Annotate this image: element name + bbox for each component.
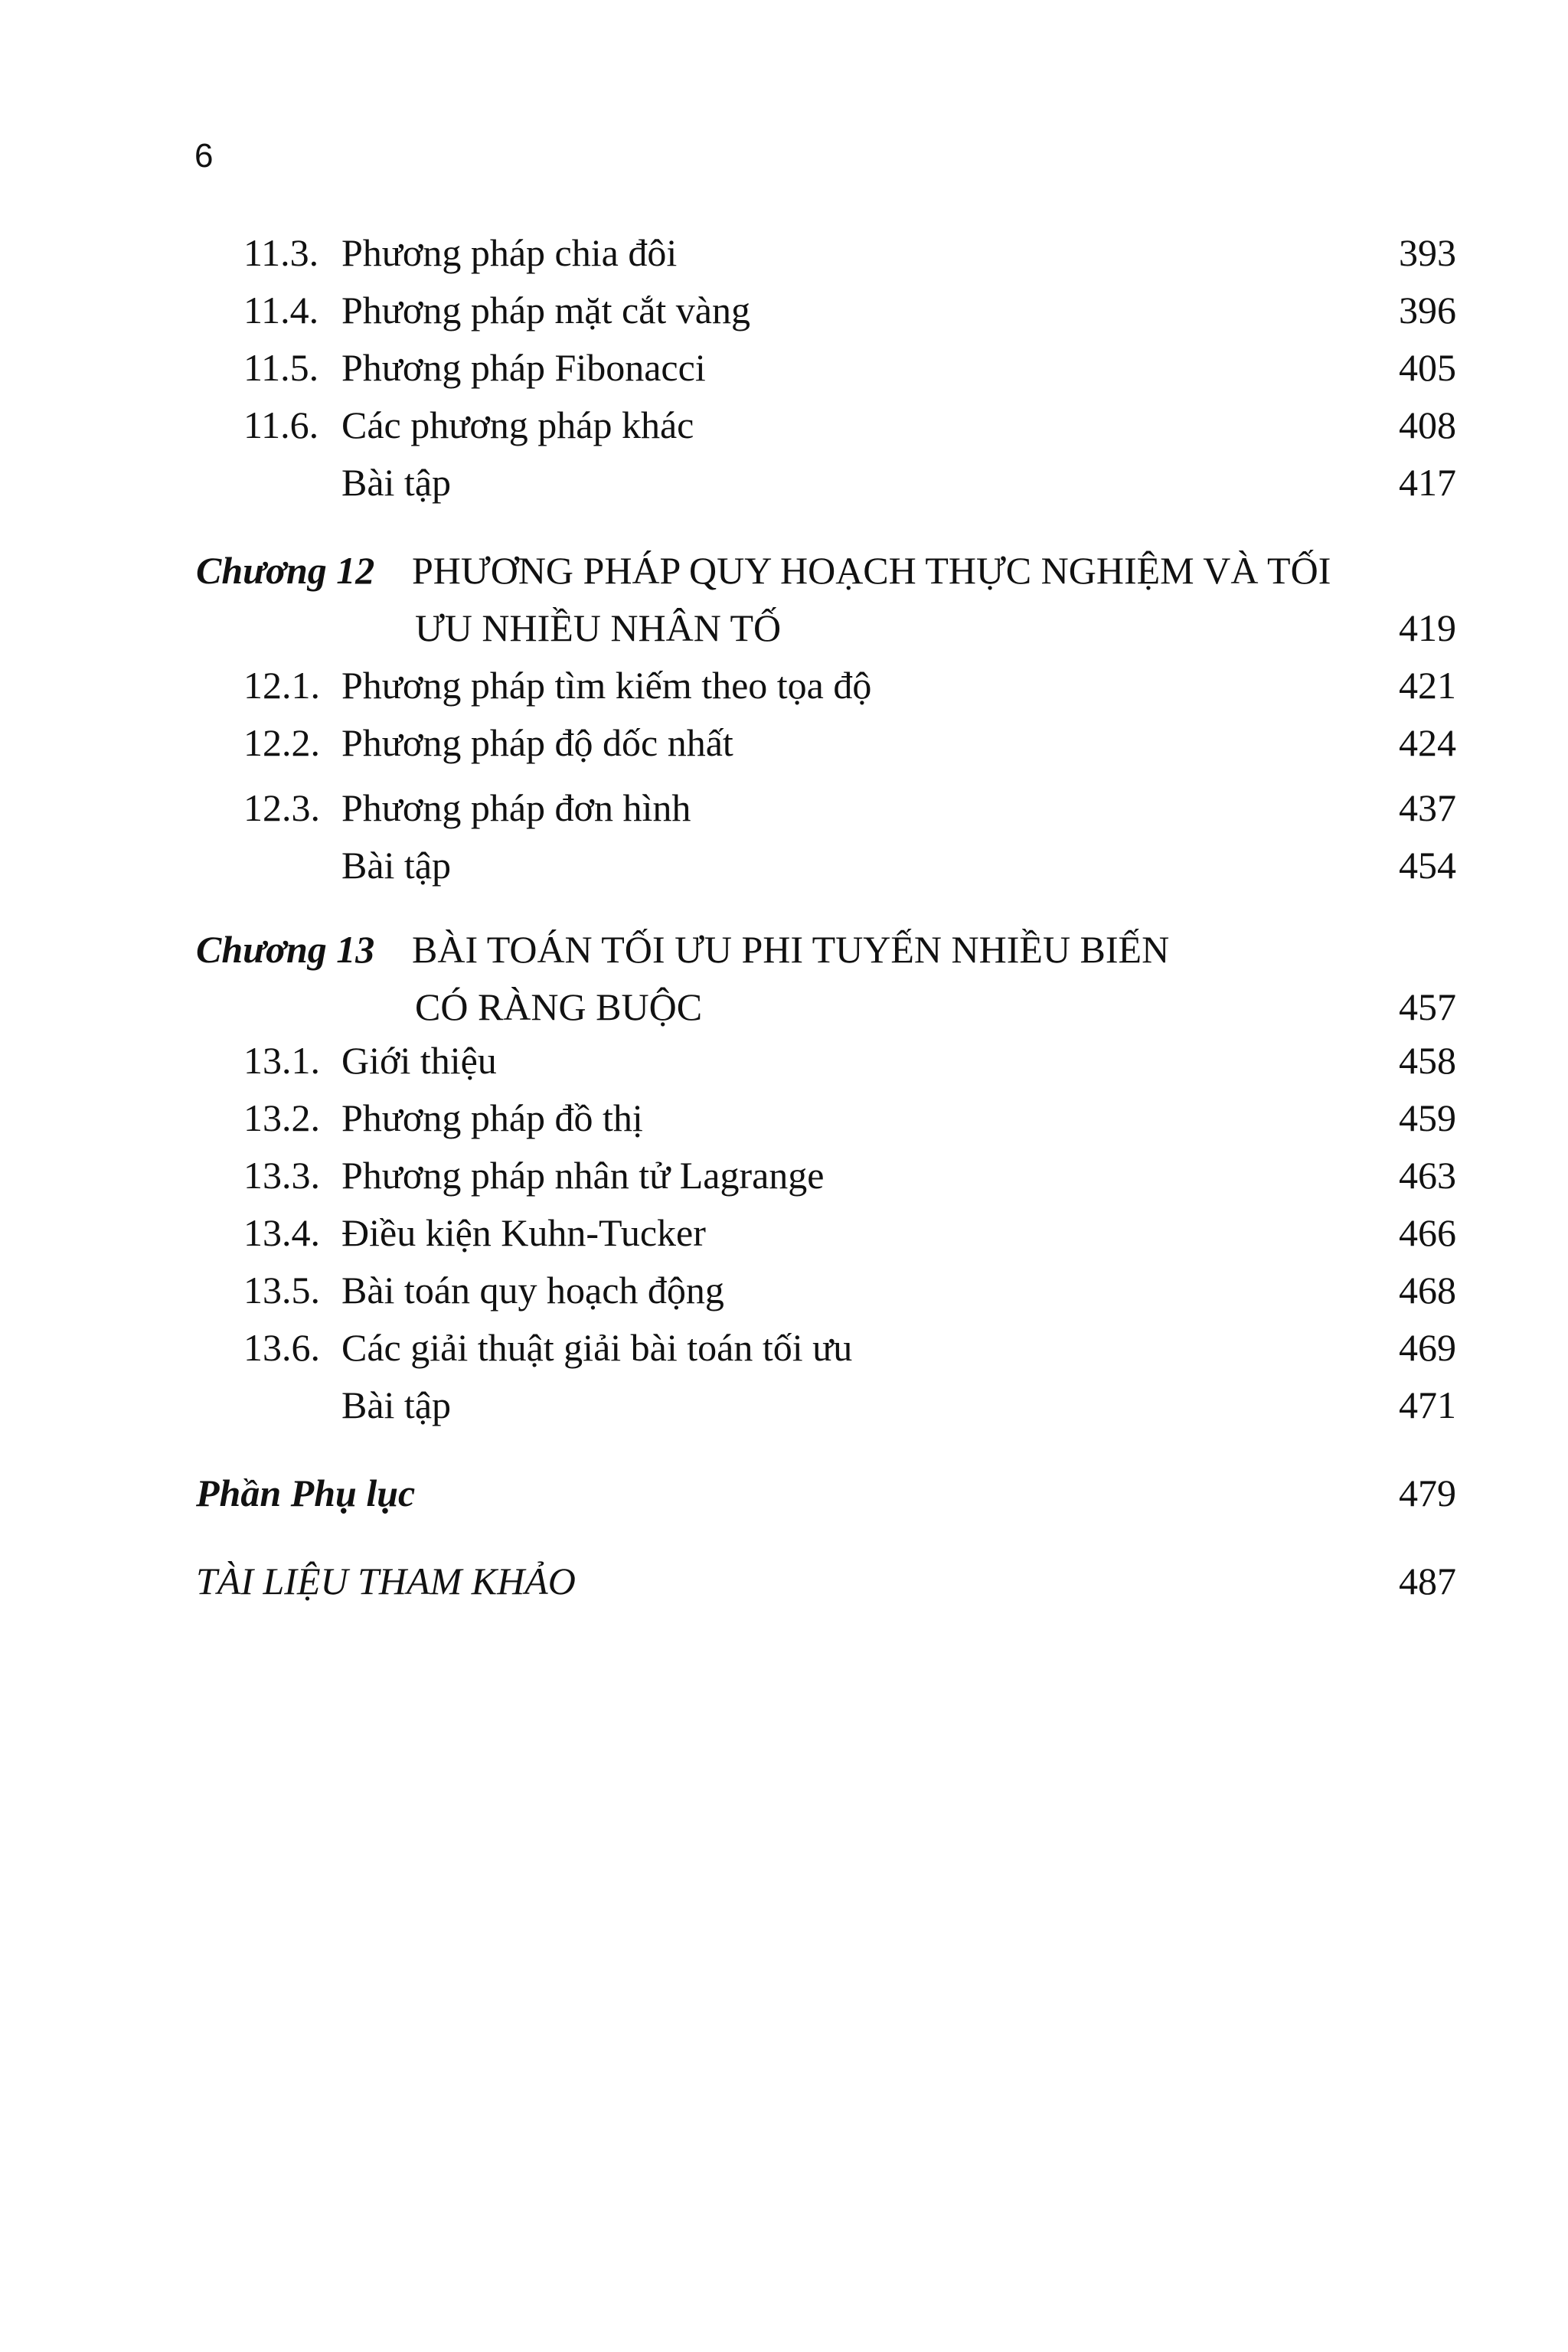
toc-entry-page: 405 xyxy=(1399,346,1456,389)
chapter-title: PHƯƠNG PHÁP QUY HOẠCH THỰC NGHIỆM VÀ TỐI xyxy=(412,549,1331,592)
toc-entry-number: 13.1. xyxy=(243,1039,320,1082)
toc-entry-page: 393 xyxy=(1399,231,1456,274)
references-entry xyxy=(0,1558,1568,1604)
toc-entry xyxy=(0,345,1568,390)
references-page: 487 xyxy=(1399,1560,1456,1602)
toc-entry-page: 408 xyxy=(1399,403,1456,446)
chapter-title-cont: CÓ RÀNG BUỘC xyxy=(415,985,703,1028)
toc-entry xyxy=(0,720,1568,766)
toc-entry-page: 471 xyxy=(1399,1383,1456,1426)
toc-entry-number: 11.4. xyxy=(243,289,319,332)
toc-entry-page: 459 xyxy=(1399,1096,1456,1139)
chapter-page: 457 xyxy=(1399,985,1456,1028)
toc-entry-page: 469 xyxy=(1399,1326,1456,1369)
toc-entry xyxy=(0,1152,1568,1198)
toc-entry-page: 417 xyxy=(1399,461,1456,504)
references-title: TÀI LIỆU THAM KHẢO xyxy=(196,1560,576,1602)
chapter-label: Chương 12 xyxy=(196,549,375,592)
chapter-title-cont: ƯU NHIỀU NHÂN TỐ xyxy=(415,606,782,649)
toc-entry xyxy=(0,1095,1568,1141)
toc-entry xyxy=(0,1210,1568,1256)
appendix-entry xyxy=(0,1470,1568,1516)
toc-entry-exercises xyxy=(0,1382,1568,1428)
toc-entry-page: 463 xyxy=(1399,1154,1456,1197)
chapter-heading-cont xyxy=(0,605,1568,651)
toc-entry-title: Các phương pháp khác xyxy=(341,403,694,446)
toc-entry-number: 13.2. xyxy=(243,1096,320,1139)
toc-entry-page: 468 xyxy=(1399,1269,1456,1312)
chapter-title: BÀI TOÁN TỐI ƯU PHI TUYẾN NHIỀU BIẾN xyxy=(412,928,1170,971)
chapter-page: 419 xyxy=(1399,606,1456,649)
toc-entry-title: Bài tập xyxy=(341,844,452,887)
toc-entry xyxy=(0,1037,1568,1083)
toc-entry-page: 466 xyxy=(1399,1211,1456,1254)
toc-entry-number: 12.1. xyxy=(243,664,320,707)
toc-entry-page: 424 xyxy=(1399,721,1456,764)
toc-entry-number: 12.2. xyxy=(243,721,320,764)
toc-entry-title: Phương pháp nhân tử Lagrange xyxy=(341,1154,825,1197)
toc-entry-page: 458 xyxy=(1399,1039,1456,1082)
toc-entry-number: 13.6. xyxy=(243,1326,320,1369)
toc-entry xyxy=(0,1267,1568,1313)
toc-entry-exercises xyxy=(0,459,1568,505)
toc-entry-title: Phương pháp đơn hình xyxy=(341,786,691,829)
toc-entry-title: Bài toán quy hoạch động xyxy=(341,1269,724,1312)
page-number: 6 xyxy=(194,137,214,175)
toc-entry-number: 13.5. xyxy=(243,1269,320,1312)
toc-entry-title: Điều kiện Kuhn-Tucker xyxy=(341,1211,706,1254)
chapter-heading xyxy=(0,547,1568,593)
chapter-label: Chương 13 xyxy=(196,928,375,971)
toc-entry-title: Bài tập xyxy=(341,461,452,504)
toc-entry-number: 13.4. xyxy=(243,1211,320,1254)
toc-entry-page: 437 xyxy=(1399,786,1456,829)
toc-entry-number: 13.3. xyxy=(243,1154,320,1197)
toc-entry-page: 454 xyxy=(1399,844,1456,887)
toc-entry-page: 396 xyxy=(1399,289,1456,332)
chapter-heading xyxy=(0,926,1568,972)
toc-entry-page: 421 xyxy=(1399,664,1456,707)
toc-entry-number: 12.3. xyxy=(243,786,320,829)
toc-entry-title: Phương pháp tìm kiếm theo tọa độ xyxy=(341,664,872,707)
toc-entry-title: Phương pháp Fibonacci xyxy=(341,346,706,389)
toc-entry-exercises xyxy=(0,842,1568,888)
toc-entry xyxy=(0,785,1568,831)
toc-entry-title: Các giải thuật giải bài toán tối ưu xyxy=(341,1326,853,1369)
toc-entry-number: 11.5. xyxy=(243,346,319,389)
toc-entry xyxy=(0,1325,1568,1370)
toc-entry-title: Phương pháp độ dốc nhất xyxy=(341,721,733,764)
appendix-title: Phần Phụ lục xyxy=(196,1472,416,1514)
toc-entry-title: Bài tập xyxy=(341,1383,452,1426)
toc-entry xyxy=(0,287,1568,333)
appendix-page: 479 xyxy=(1399,1472,1456,1514)
toc-entry-title: Phương pháp đồ thị xyxy=(341,1096,643,1139)
toc-entry xyxy=(0,662,1568,708)
toc-entry-title: Phương pháp chia đôi xyxy=(341,231,678,274)
chapter-heading-cont xyxy=(0,984,1568,1030)
toc-entry-number: 11.6. xyxy=(243,403,319,446)
toc-entry-title: Giới thiệu xyxy=(341,1039,497,1082)
toc-entry xyxy=(0,230,1568,276)
toc-entry-number: 11.3. xyxy=(243,231,319,274)
toc-entry xyxy=(0,402,1568,448)
toc-entry-title: Phương pháp mặt cắt vàng xyxy=(341,289,750,332)
